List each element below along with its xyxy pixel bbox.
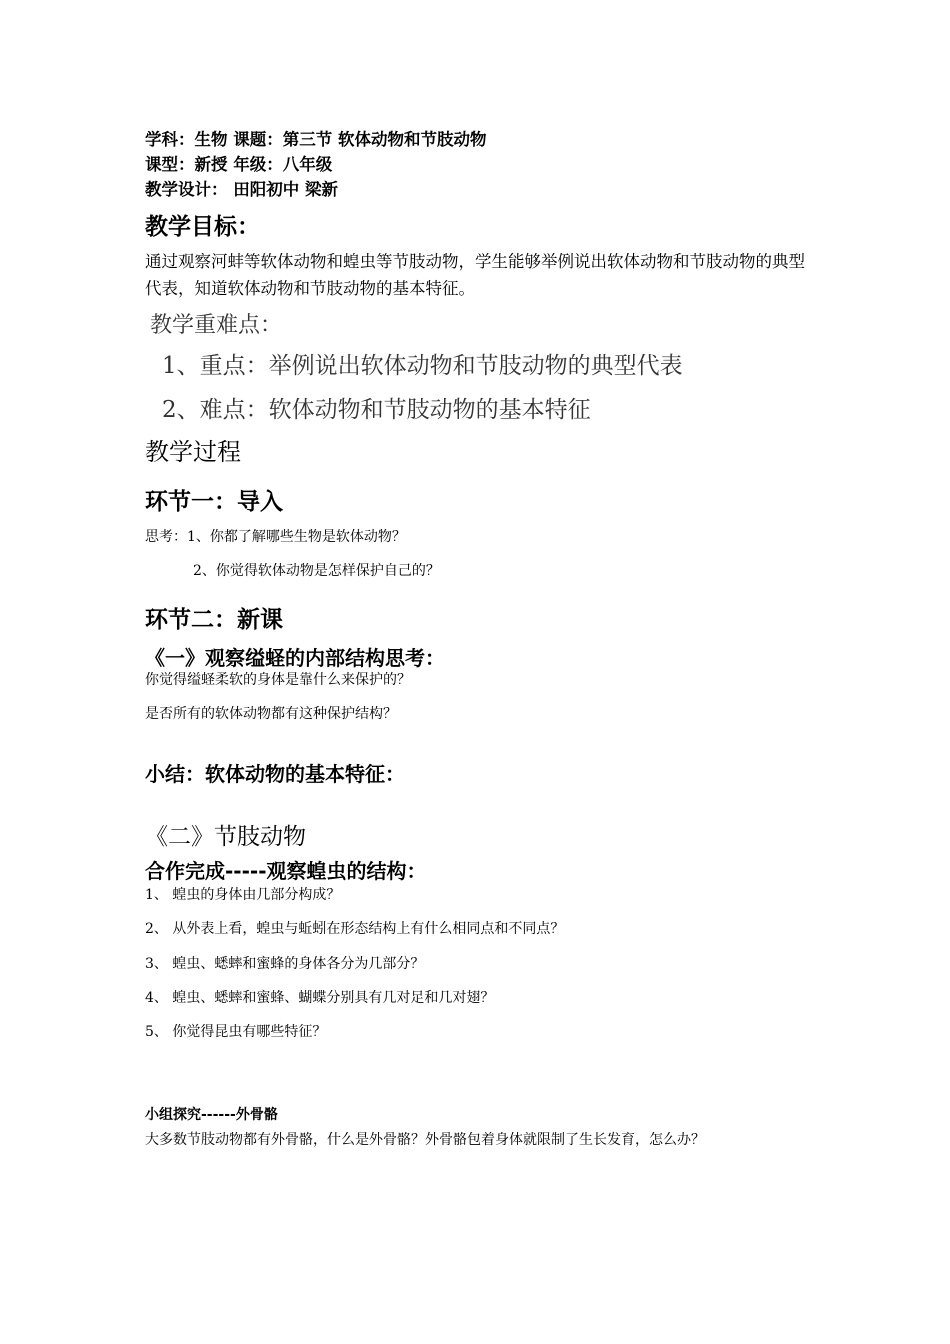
key-point-2: 2、难点：软体动物和节肢动物的基本特征 [162, 397, 591, 423]
subsection2-heading: 《二》节肢动物 [145, 824, 306, 850]
insect-question-3: 3、 蝗虫、蟋蟀和蜜蜂的身体各分为几部分？ [145, 956, 425, 972]
key-points-heading: 教学重难点： [150, 313, 283, 338]
objectives-text: 通过观察河蚌等软体动物和蝗虫等节肢动物，学生能够举例说出软体动物和节肢动物的典型代表，知道软体动物和节肢动物的基本特征。 [145, 252, 805, 298]
section1-question-2: 2、你觉得软体动物是怎样保护自己的？ [193, 563, 440, 579]
section2-heading: 环节二：新课 [145, 607, 283, 633]
summary-heading: 小结：软体动物的基本特征： [145, 762, 405, 786]
insect-question-2: 2、 从外表上看，蝗虫与蚯蚓在形态结构上有什么相同点和不同点？ [145, 921, 565, 937]
key-point-1: 1、重点：举例说出软体动物和节肢动物的典型代表 [162, 353, 683, 379]
section1-question-1: 思考：1、你都了解哪些生物是软体动物？ [145, 529, 406, 545]
subsection1-question-2: 是否所有的软体动物都有这种保护结构？ [145, 706, 397, 722]
header-subject-line: 学科：生物 课题：第三节 软体动物和节肢动物 [145, 130, 487, 149]
header-type-line: 课型：新授 年级：八年级 [145, 155, 333, 174]
subsection1-heading: 《一》观察缢蛏的内部结构思考： [145, 646, 445, 670]
section1-heading: 环节一：导入 [145, 489, 283, 515]
subsection2-subheading: 合作完成-----观察蝗虫的结构： [145, 859, 427, 883]
subsection1-question-1: 你觉得缢蛏柔软的身体是靠什么来保护的？ [145, 672, 411, 688]
process-heading: 教学过程 [145, 438, 241, 466]
objectives-heading: 教学目标： [145, 214, 260, 240]
group-inquiry-heading: 小组探究------外骨骼 [145, 1107, 278, 1123]
group-inquiry-text: 大多数节肢动物都有外骨骼，什么是外骨骼？外骨骼包着身体就限制了生长发育，怎么办？ [145, 1132, 705, 1148]
insect-question-5: 5、 你觉得昆虫有哪些特征？ [145, 1024, 327, 1040]
insect-question-4: 4、 蝗虫、蟋蟀和蜜蜂、蝴蝶分别具有几对足和几对翅？ [145, 990, 495, 1006]
header-designer-line: 教学设计： 田阳初中 梁新 [145, 180, 338, 199]
insect-question-1: 1、 蝗虫的身体由几部分构成？ [145, 887, 341, 903]
